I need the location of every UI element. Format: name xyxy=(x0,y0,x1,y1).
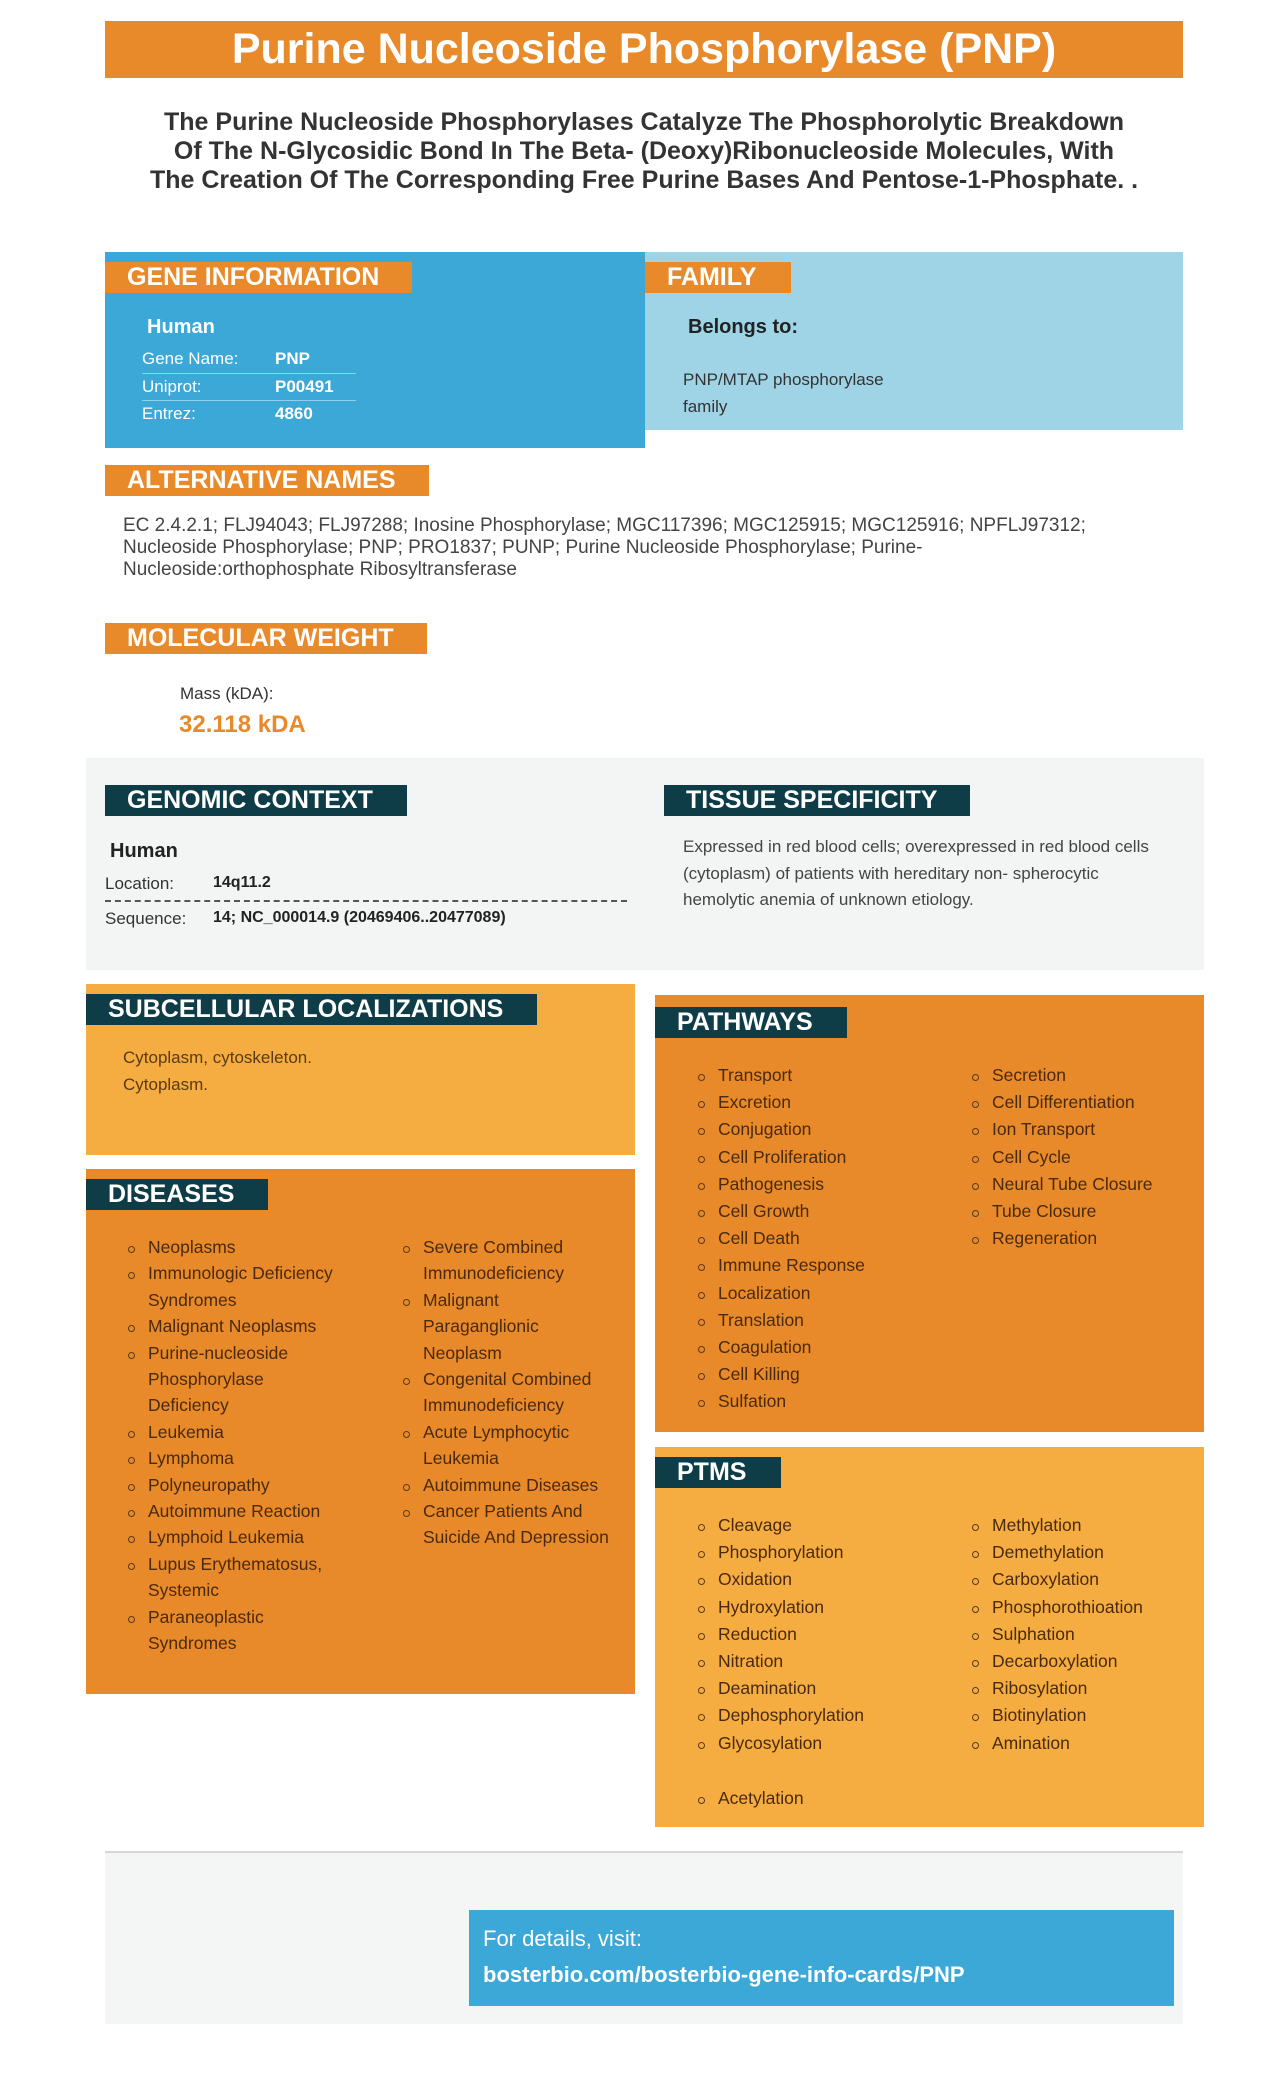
list-item: Lymphoid Leukemia xyxy=(148,1524,378,1550)
tissue-line: (cytoplasm) of patients with hereditary non- spherocytic xyxy=(683,863,1099,883)
list-item: Conjugation xyxy=(718,1116,958,1143)
list-item: Coagulation xyxy=(718,1334,958,1361)
sequence-label: Sequence: xyxy=(105,909,187,928)
list-item: Immune Response xyxy=(718,1252,958,1279)
subcellular-text xyxy=(123,1045,312,1098)
uniprot-label: Uniprot: xyxy=(142,377,202,396)
alt-names-line: Nucleoside:orthophosphate Ribosyltransferase xyxy=(123,559,517,580)
ptms-list-2 xyxy=(992,1512,1192,1757)
list-item: Cell Growth xyxy=(718,1198,958,1225)
list-item: Phosphorothioation xyxy=(992,1594,1192,1621)
list-item: Neural Tube Closure xyxy=(992,1171,1192,1198)
uniprot-value: P00491 xyxy=(275,377,334,396)
list-item: Methylation xyxy=(992,1512,1192,1539)
divider xyxy=(105,900,627,902)
list-item: Reduction xyxy=(718,1621,958,1648)
mass-value: 32.118 kDA xyxy=(179,711,306,738)
details-link[interactable]: bosterbio.com/bosterbio-gene-info-cards/PNP xyxy=(483,1962,965,1987)
list-item: Secretion xyxy=(992,1062,1192,1089)
list-item: Autoimmune Diseases xyxy=(423,1472,628,1498)
family-header: FAMILY xyxy=(645,262,791,293)
list-item: Ion Transport xyxy=(992,1116,1192,1143)
footer-link-box[interactable] xyxy=(469,1910,1174,2006)
list-item: Ribosylation xyxy=(992,1675,1192,1702)
list-item: Cell Proliferation xyxy=(718,1144,958,1171)
subtitle-line: The Creation Of The Corresponding Free Purine Bases And Pentose-1-Phosphate. . xyxy=(149,166,1139,194)
list-item: Sulfation xyxy=(718,1388,958,1415)
list-item: Cell Differentiation xyxy=(992,1089,1192,1116)
molecular-weight-header: MOLECULAR WEIGHT xyxy=(105,623,427,654)
pathways-header: PATHWAYS xyxy=(655,1007,847,1038)
list-item: Acute Lymphocytic Leukemia xyxy=(423,1419,628,1472)
gene-name-label: Gene Name: xyxy=(142,349,239,368)
list-item: Tube Closure xyxy=(992,1198,1192,1225)
ptms-list-1 xyxy=(718,1512,958,1757)
genomic-species: Human xyxy=(110,840,178,862)
alt-names-line: EC 2.4.2.1; FLJ94043; FLJ97288; Inosine Phosphorylase; MGC117396; MGC125915; MGC125916; NPFLJ97312; xyxy=(123,515,1086,536)
list-item: Glycosylation xyxy=(718,1730,958,1757)
pathways-list-2 xyxy=(992,1062,1192,1252)
list-item: Transport xyxy=(718,1062,958,1089)
mass-label: Mass (kDA): xyxy=(180,684,274,703)
diseases-header: DISEASES xyxy=(86,1179,268,1210)
sequence-value: 14; NC_000014.9 (20469406..20477089) xyxy=(213,909,506,926)
list-item: Congenital Combined Immunodeficiency xyxy=(423,1366,628,1419)
family-line: PNP/MTAP phosphorylase xyxy=(683,370,884,389)
tissue-line: hemolytic anemia of unknown etiology. xyxy=(683,890,974,909)
list-item: Cell Cycle xyxy=(992,1144,1192,1171)
list-item: Nitration xyxy=(718,1648,958,1675)
divider xyxy=(142,400,356,401)
list-item: Translation xyxy=(718,1307,958,1334)
list-item: Excretion xyxy=(718,1089,958,1116)
list-item: Amination xyxy=(992,1730,1192,1757)
ptms-list-extra xyxy=(718,1785,958,1812)
page-title: Purine Nucleoside Phosphorylase (PNP) xyxy=(105,21,1183,78)
subcellular-line: Cytoplasm. xyxy=(123,1074,209,1094)
list-item: Pathogenesis xyxy=(718,1171,958,1198)
divider xyxy=(142,373,356,374)
location-value: 14q11.2 xyxy=(213,874,271,891)
list-item: Decarboxylation xyxy=(992,1648,1192,1675)
family-belongs-label: Belongs to: xyxy=(688,316,798,338)
list-item: Severe Combined Immunodeficiency xyxy=(423,1234,628,1287)
list-item: Phosphorylation xyxy=(718,1539,958,1566)
tissue-line: Expressed in red blood cells; overexpressed in red blood cells xyxy=(683,837,1149,856)
page-subtitle xyxy=(105,108,1183,195)
list-item: Lupus Erythematosus, Systemic xyxy=(148,1551,378,1604)
list-item: Neoplasms xyxy=(148,1234,378,1260)
location-label: Location: xyxy=(105,874,174,893)
entrez-value: 4860 xyxy=(275,404,313,423)
list-item: Malignant Paraganglionic Neoplasm xyxy=(423,1287,628,1366)
list-item: Autoimmune Reaction xyxy=(148,1498,378,1524)
gene-species: Human xyxy=(147,316,215,338)
list-item: Localization xyxy=(718,1280,958,1307)
footer-text: For details, visit: xyxy=(483,1926,642,1951)
tissue-specificity-header: TISSUE SPECIFICITY xyxy=(664,785,970,816)
family-line: family xyxy=(683,397,728,416)
list-item: Immunologic Deficiency Syndromes xyxy=(148,1260,378,1313)
subtitle-line: The Purine Nucleoside Phosphorylases Catalyze The Phosphorolytic Breakdown xyxy=(164,108,1124,136)
list-item: Hydroxylation xyxy=(718,1594,958,1621)
diseases-list-1 xyxy=(148,1234,378,1657)
genomic-context-header: GENOMIC CONTEXT xyxy=(105,785,407,816)
list-item: Carboxylation xyxy=(992,1566,1192,1593)
subtitle-line: Of The N-Glycosidic Bond In The Beta- (Deoxy)Ribonucleoside Molecules, With xyxy=(173,137,1115,165)
entrez-label: Entrez: xyxy=(142,404,196,423)
list-item: Cancer Patients And Suicide And Depression xyxy=(423,1498,628,1551)
list-item: Dephosphorylation xyxy=(718,1702,958,1729)
alternative-names-text xyxy=(123,515,1183,581)
list-item: Leukemia xyxy=(148,1419,378,1445)
gene-information-header: GENE INFORMATION xyxy=(105,262,412,293)
list-item: Paraneoplastic Syndromes xyxy=(148,1604,378,1657)
list-item: Acetylation xyxy=(718,1785,958,1812)
list-item: Oxidation xyxy=(718,1566,958,1593)
list-item: Cell Killing xyxy=(718,1361,958,1388)
pathways-list-1 xyxy=(718,1062,958,1416)
family-value xyxy=(683,366,884,420)
list-item: Cell Death xyxy=(718,1225,958,1252)
list-item: Cleavage xyxy=(718,1512,958,1539)
list-item: Sulphation xyxy=(992,1621,1192,1648)
list-item: Polyneuropathy xyxy=(148,1472,378,1498)
list-item: Regeneration xyxy=(992,1225,1192,1252)
alternative-names-header: ALTERNATIVE NAMES xyxy=(105,465,429,496)
tissue-specificity-text xyxy=(683,834,1183,914)
list-item: Purine-nucleoside Phosphorylase Deficiency xyxy=(148,1340,378,1419)
diseases-list-2 xyxy=(423,1234,628,1551)
list-item: Deamination xyxy=(718,1675,958,1702)
ptms-header: PTMS xyxy=(655,1457,781,1488)
alt-names-line: Nucleoside Phosphorylase; PNP; PRO1837; PUNP; Purine Nucleoside Phosphorylase; Purine- xyxy=(123,537,923,558)
subcellular-header: SUBCELLULAR LOCALIZATIONS xyxy=(86,994,537,1025)
list-item: Lymphoma xyxy=(148,1445,378,1471)
subcellular-line: Cytoplasm, cytoskeleton. xyxy=(123,1048,312,1067)
list-item: Biotinylation xyxy=(992,1702,1192,1729)
gene-name-value: PNP xyxy=(275,349,310,368)
list-item: Malignant Neoplasms xyxy=(148,1313,378,1339)
list-item: Demethylation xyxy=(992,1539,1192,1566)
